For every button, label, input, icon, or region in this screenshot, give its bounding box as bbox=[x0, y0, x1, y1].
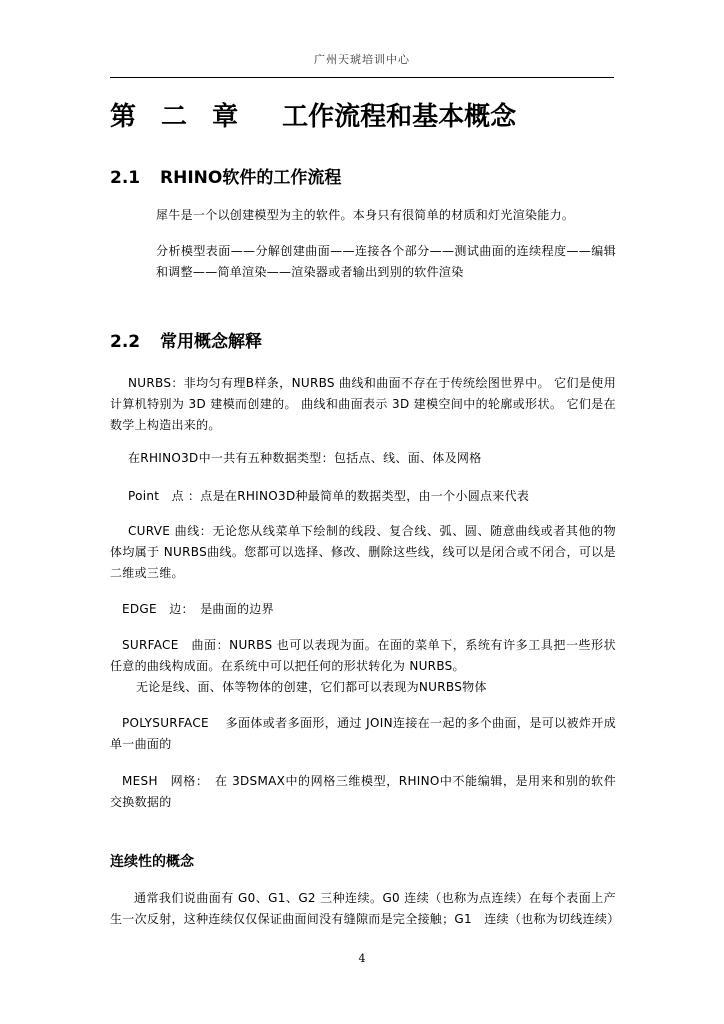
continuity-heading: 连续性的概念 bbox=[110, 854, 194, 870]
page-header: 广州天琥培训中心 bbox=[314, 53, 410, 66]
section-2-1-title: RHINO软件的工作流程 bbox=[160, 168, 342, 188]
paragraph-surface: SURFACE 曲面：NURBS 也可以表现为面。在面的菜单下，系统有许多工具把一些形状任意的曲线构成面。在系统中可以把任何的形状转化为 NURBS。 bbox=[110, 638, 616, 673]
paragraph-polysurface: POLYSURFACE 多面体或者多面形，通过 JOIN连接在一起的多个曲面，是可以被炸开成单一曲面的 bbox=[110, 716, 616, 751]
paragraph-continuity: 通常我们说曲面有 G0、G1、G2 三种连续。G0 连续（也称为点连续）在每个表面上产生一次反射，这种连续仅仅保证曲面间没有缝隙而是完全接触；G1 连续（也称为切线连续） bbox=[110, 891, 620, 926]
paragraph-curve: CURVE 曲线：无论您从线菜单下绘制的线段、复合线、弧、圆、随意曲线或者其他的物体均属于 NURBS曲线。您都可以选择、修改、删除这些线，线可以是闭合或不闭合，可以是二维或三维。 bbox=[110, 524, 616, 580]
header-rule bbox=[110, 77, 614, 78]
chapter-title: 工作流程和基本概念 bbox=[282, 102, 517, 132]
paragraph-mesh: MESH 网格： 在 3DSMAX中的网格三维模型，RHINO中不能编辑，是用来和别的软件交换数据的 bbox=[110, 774, 616, 809]
paragraph-nurbs: NURBS：非均匀有理B样条，NURBS 曲线和曲面不存在于传统绘图世界中。 它们是使用计算机特别为 3D 建模而创建的。 曲线和曲面表示 3D 建模空间中的轮廓或形状。 它们是在数学上构造出来的。 bbox=[110, 376, 616, 432]
section-2-1-heading bbox=[110, 163, 341, 188]
paragraph-2-1-a: 犀牛是一个以创建模型为主的软件。本身只有很简单的材质和灯光渲染能力。 bbox=[156, 208, 575, 222]
paragraph-2-1-b: 分析模型表面——分解创建曲面——连接各个部分——测试曲面的连续程度——编辑和调整——简单渲染——渲染器或者输出到别的软件渲染 bbox=[156, 244, 616, 279]
section-2-2-heading bbox=[110, 327, 262, 352]
section-2-1-number: 2.1 bbox=[110, 168, 141, 188]
chapter-heading bbox=[110, 96, 516, 133]
paragraph-nurbs-objects: 无论是线、面、体等物体的创建，它们都可以表现为NURBS物体 bbox=[136, 680, 487, 694]
paragraph-point: Point 点 ：点是在RHINO3D种最简单的数据类型，由一个小圆点来代表 bbox=[128, 489, 530, 503]
page-number: 4 bbox=[358, 952, 366, 965]
section-2-2-title: 常用概念解释 bbox=[160, 332, 262, 352]
paragraph-data-types: 在RHINO3D中一共有五种数据类型：包括点、线、面、体及网格 bbox=[128, 451, 482, 465]
paragraph-edge: EDGE 边： 是曲面的边界 bbox=[122, 602, 274, 616]
section-2-2-number: 2.2 bbox=[110, 332, 141, 352]
chapter-number: 第 二 章 bbox=[110, 102, 247, 132]
